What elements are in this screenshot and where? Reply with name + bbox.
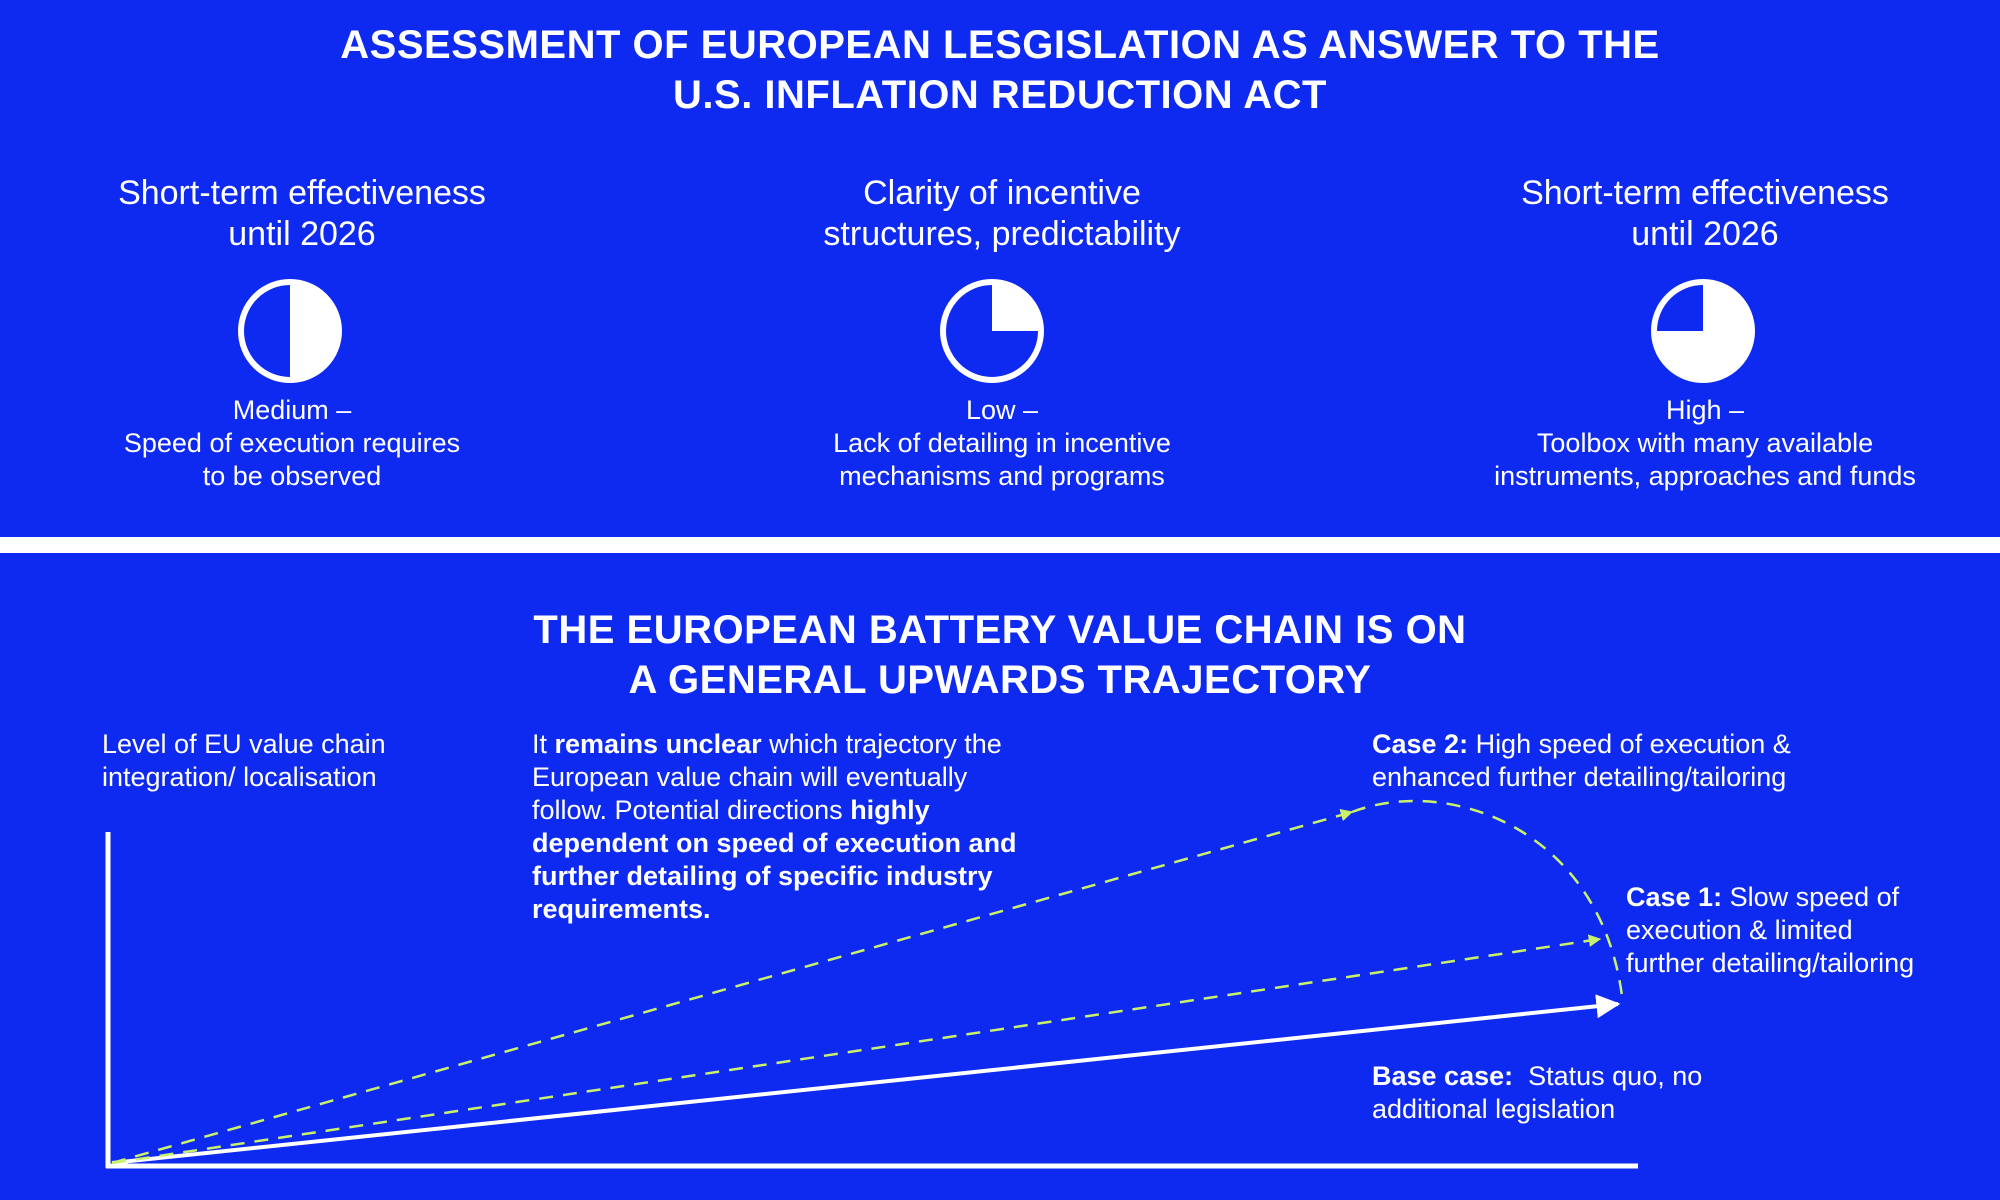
note-emphasis: dependent on speed of execution and [532, 828, 1017, 858]
criterion-description-line2: instruments, approaches and funds [1494, 461, 1916, 491]
base-case-text: Status quo, no [1513, 1061, 1703, 1091]
criterion-label-line2: until 2026 [1631, 215, 1779, 253]
base-case-name: Base case: [1372, 1061, 1514, 1091]
criterion-description-line1: Toolbox with many available [1536, 428, 1874, 458]
assessment-title-line1: ASSESSMENT OF EUROPEAN LESGISLATION AS ANSWER TO THE [340, 23, 1660, 67]
assessment-title-line2: U.S. INFLATION REDUCTION ACT [673, 73, 1327, 117]
note-text: European value chain will eventually [532, 762, 968, 792]
note-emphasis: highly [850, 795, 930, 825]
criterion-description-line2: to be observed [202, 461, 382, 491]
case2-name: Case 2: [1372, 729, 1469, 759]
criterion-label-line2: structures, predictability [823, 215, 1181, 253]
trajectory-title-line2: A GENERAL UPWARDS TRAJECTORY [628, 658, 1372, 702]
note-text: It [532, 729, 555, 759]
case1-text: Slow speed of [1722, 882, 1900, 912]
base-case-arrow [112, 1004, 1618, 1163]
case2-text: High speed of execution & [1468, 729, 1791, 759]
criterion-label-line2: until 2026 [228, 215, 376, 253]
criterion-label-line1: Short-term effectiveness [118, 174, 486, 212]
criterion-rating: Low – [965, 395, 1039, 425]
case1-name: Case 1: [1626, 882, 1723, 912]
criterion-rating: High – [1665, 395, 1745, 425]
case1-arrow [112, 939, 1600, 1163]
y-axis-label-line1: Level of EU value chain [102, 729, 386, 759]
case2-text: enhanced further detailing/tailoring [1372, 762, 1787, 792]
criterion-description-line1: Lack of detailing in incentive [833, 428, 1171, 458]
criterion-description-line1: Speed of execution requires [123, 428, 461, 458]
criterion-label-line1: Short-term effectiveness [1521, 174, 1889, 212]
note-emphasis: remains unclear [554, 729, 762, 759]
case2-arrow [112, 812, 1352, 1163]
case1-text: further detailing/tailoring [1626, 948, 1915, 978]
note-emphasis: requirements. [532, 894, 711, 924]
note-text: follow. Potential directions [532, 795, 851, 825]
criterion-rating: Medium – [232, 395, 352, 425]
note-emphasis: further detailing of specific industry [532, 861, 993, 891]
case2-reversal-curve [1352, 801, 1622, 996]
case1-text: execution & limited [1626, 915, 1853, 945]
trajectory-title-line1: THE EUROPEAN BATTERY VALUE CHAIN IS ON [533, 608, 1467, 652]
criterion-description-line2: mechanisms and programs [839, 461, 1165, 491]
base-case-text: additional legislation [1372, 1094, 1616, 1124]
y-axis-label-line2: integration/ localisation [102, 762, 377, 792]
note-text: which trajectory the [761, 729, 1002, 759]
criterion-label-line1: Clarity of incentive [863, 174, 1141, 212]
